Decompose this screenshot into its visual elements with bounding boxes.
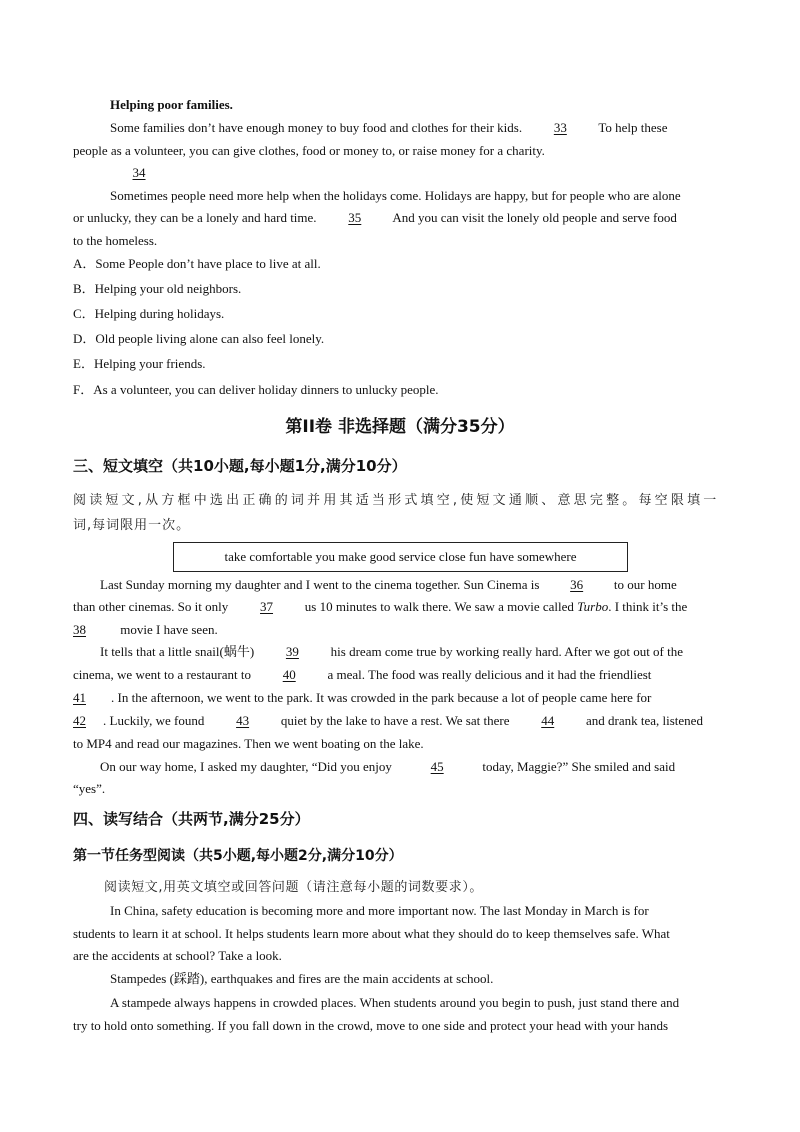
passage-line: Sometimes people need more help when the holidays come. Holidays are happy, but for people who are alone — [110, 188, 681, 203]
cloze-text: . Luckily, we found — [103, 713, 205, 728]
passage-text: Some families don’t have enough money to buy food and clothes for their kids. — [110, 120, 523, 135]
option-d: D．Old people living alone can also feel lonely. — [73, 331, 325, 346]
cloze-text: and drank tea, listened — [585, 713, 703, 728]
option-c: C．Helping during holidays. — [73, 306, 225, 321]
section4-subheading: 第一节任务型阅读（共5小题,每小题2分,满分10分） — [73, 848, 403, 864]
passage-line — [110, 164, 168, 182]
cloze-text: us 10 minutes to walk there. We saw a movie called — [304, 599, 574, 614]
passage-text: And you can visit the lonely old people and serve food — [392, 210, 677, 225]
cloze-text: quiet by the lake to have a rest. We sat there — [280, 713, 510, 728]
cloze-line: “yes”. — [73, 781, 106, 796]
cloze-text: his dream come true by working really hard. After we got out of the — [330, 644, 684, 659]
passage-line: people as a volunteer, you can give clothes, food or money to, or raise money for a charity. — [73, 143, 545, 158]
movie-title: Turbo — [577, 599, 609, 614]
cloze-text: than other cinemas. So it only — [73, 599, 229, 614]
cloze-line — [73, 712, 703, 730]
cloze-text: Last Sunday morning my daughter and I went to the cinema together. Sun Cinema is — [100, 577, 540, 592]
cloze-line: to MP4 and read our magazines. Then we went boating on the lake. — [73, 736, 424, 751]
section4-instruction: 阅读短文,用英文填空或回答问题（请注意每小题的词数要求）。 — [104, 880, 484, 895]
passage-line — [73, 209, 677, 227]
cloze-line — [73, 666, 661, 684]
cloze-text: to our home — [613, 577, 677, 592]
reading-line: In China, safety education is becoming more and more important now. The last Monday in March is for — [110, 903, 649, 918]
option-f: F．As a volunteer, you can deliver holiday dinners to unlucky people. — [73, 382, 439, 397]
blank-42[interactable]: 42 — [73, 713, 86, 728]
reading-line: students to learn it at school. It helps students learn more about what they should do to keep themselves safe. What — [73, 926, 670, 941]
blank-38[interactable]: 38 — [73, 622, 86, 637]
cloze-text: It tells that a little snail(蜗牛) — [100, 644, 255, 659]
option-b: B．Helping your old neighbors. — [73, 281, 242, 296]
cloze-line — [100, 758, 675, 776]
passage-line: to the homeless. — [73, 233, 158, 248]
cloze-line — [73, 598, 687, 616]
reading-line: A stampede always happens in crowded places. When students around you begin to push, just stand there and — [110, 995, 680, 1010]
cloze-text: today, Maggie?” She smiled and said — [482, 759, 676, 774]
cloze-text: a meal. The food was really delicious and it had the friendliest — [327, 667, 652, 682]
section3-heading: 三、短文填空（共10小题,每小题1分,满分10分） — [73, 457, 407, 475]
word-bank-box: take comfortable you make good service close fun have somewhere — [173, 542, 628, 572]
cloze-line — [100, 643, 683, 661]
blank-40[interactable]: 40 — [282, 667, 296, 682]
blank-37[interactable]: 37 — [260, 599, 274, 614]
cloze-text: movie I have seen. — [120, 622, 218, 637]
blank-33[interactable]: 33 — [553, 120, 567, 135]
option-a: A．Some People don’t have place to live at all. — [73, 256, 321, 271]
option-e: E．Helping your friends. — [73, 356, 206, 371]
passage-line — [110, 119, 667, 137]
blank-35[interactable]: 35 — [348, 210, 362, 225]
blank-44[interactable]: 44 — [541, 713, 555, 728]
blank-34[interactable]: 34 — [132, 165, 146, 180]
blank-39[interactable]: 39 — [285, 644, 299, 659]
section3-instruction: 词,每词限用一次。 — [73, 518, 191, 533]
section3-instruction: 阅读短文,从方框中选出正确的词并用其适当形式填空,使短文通顺、意思完整。每空限填一 — [73, 493, 720, 508]
passage-text: To help these — [598, 120, 668, 135]
blank-45[interactable]: 45 — [430, 759, 444, 774]
cloze-line — [100, 576, 677, 594]
section4-heading: 四、读写结合（共两节,满分25分） — [73, 810, 310, 828]
blank-41[interactable]: 41 — [73, 690, 86, 705]
blank-36[interactable]: 36 — [570, 577, 584, 592]
reading-line: are the accidents at school? Take a look. — [73, 948, 282, 963]
cloze-text: . In the afternoon, we went to the park. It was crowded in the park because a lot of people came here for — [111, 690, 652, 705]
passage-text: or unlucky, they can be a lonely and hard time. — [73, 210, 317, 225]
passage-heading: Helping poor families. — [110, 97, 233, 112]
cloze-text: cinema, we went to a restaurant to — [73, 667, 251, 682]
cloze-text: On our way home, I asked my daughter, “Did you enjoy — [100, 759, 392, 774]
cloze-text: . I think it’s the — [608, 599, 688, 614]
reading-line: try to hold onto something. If you fall down in the crowd, move to one side and protect your head with your hands — [73, 1018, 668, 1033]
cloze-line — [73, 689, 651, 707]
volume-title: 第II卷 非选择题（满分35分） — [285, 417, 515, 437]
blank-43[interactable]: 43 — [236, 713, 250, 728]
cloze-line — [73, 621, 218, 639]
reading-line: Stampedes (踩踏), earthquakes and fires are the main accidents at school. — [110, 971, 494, 986]
